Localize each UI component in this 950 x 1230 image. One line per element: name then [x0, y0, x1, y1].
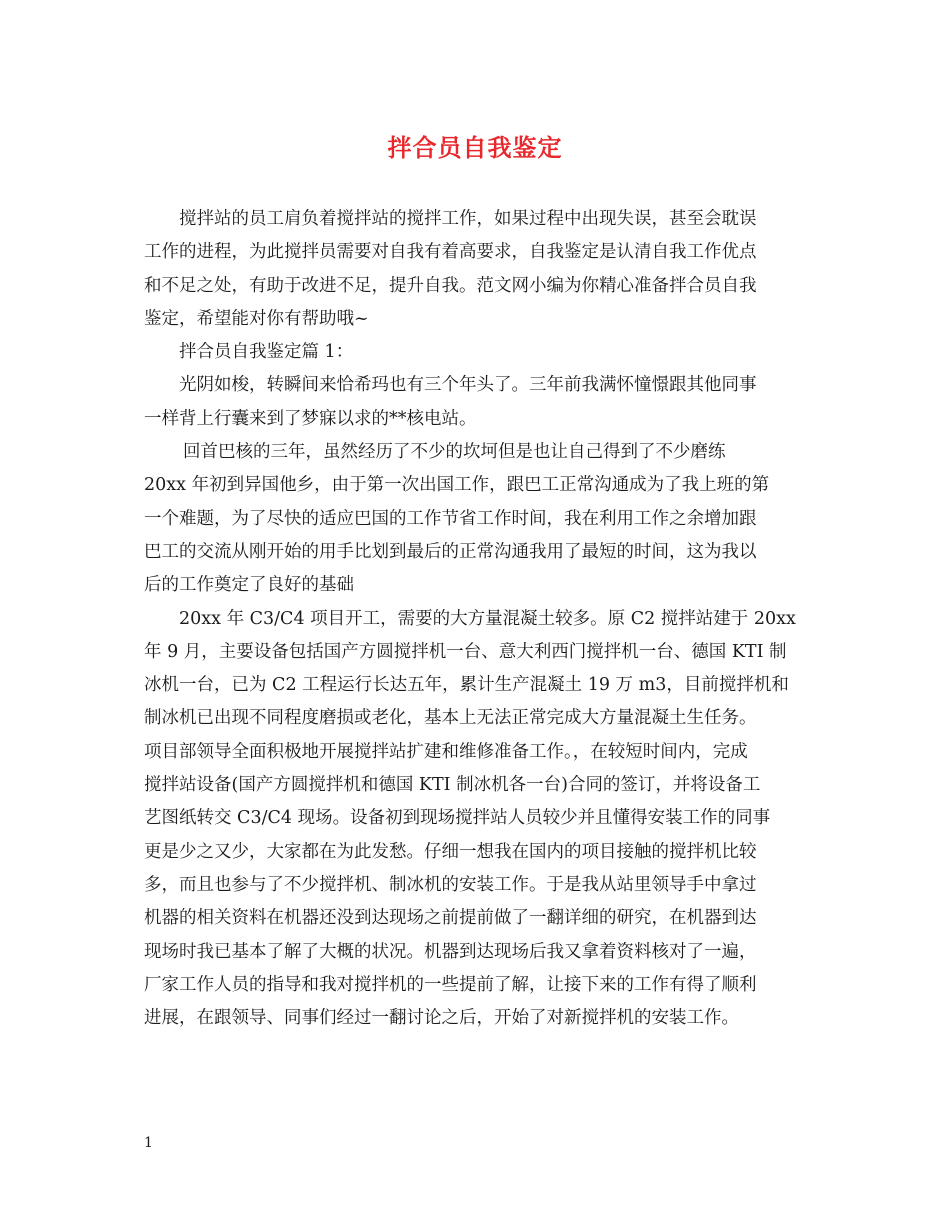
text-line: 机器的相关资料在机器还没到达现场之前提前做了一翻详细的研究，在机器到达	[144, 908, 757, 929]
text-line: 项目部领导全面积极地开展搅拌站扩建和维修准备工作。，在较短时间内，完成	[144, 741, 748, 762]
text-line: 一个难题，为了尽快的适应巴国的工作节省工作时间，我在利用工作之余增加跟	[144, 508, 757, 529]
text-line: 年 9 月，主要设备包括国产方圆搅拌机一台、意大利西门搅拌机一台、德国 KTI 制	[144, 641, 787, 662]
text-line: 20xx 年初到异国他乡，由于第一次出国工作，跟巴工正常沟通成为了我上班的第	[144, 475, 770, 496]
text-line: 更是少之又少，大家都在为此发愁。仔细一想我在国内的项目接触的搅拌机比较	[144, 841, 757, 862]
text-line: 现场时我已基本了解了大概的状况。机器到达现场后我又拿着资料核对了一遍，	[144, 941, 757, 962]
text-line: 冰机一台，已为 C2 工程运行长达五年，累计生产混凝土 19 万 m3，目前搅拌机和	[144, 675, 789, 696]
text-line: 搅拌站的员工肩负着搅拌站的搅拌工作，如果过程中出现失误，甚至会耽误	[179, 209, 757, 229]
text-line: 多，而且也参与了不少搅拌机、制冰机的安装工作。于是我从站里领导手中拿过	[144, 874, 757, 895]
page-number: 1	[144, 1135, 153, 1151]
text-line: 制冰机已出现不同程度磨损或老化，基本上无法正常完成大方量混凝土生任务。	[144, 708, 757, 729]
text-line: 回首巴核的三年，虽然经历了不少的坎坷但是也让自己得到了不少磨练	[183, 442, 726, 463]
text-line: 厂家工作人员的指导和我对搅拌机的一些提前了解，让接下来的工作有得了顺利	[144, 974, 757, 995]
text-line: 进展，在跟领导、同事们经过一翻讨论之后，开始了对新搅拌机的安装工作。	[144, 1008, 739, 1029]
document-title: 拌合员自我鉴定	[387, 133, 563, 162]
text-line: 工作的进程，为此搅拌员需要对自我有着高要求，自我鉴定是认清自我工作优点	[144, 242, 757, 263]
text-line: 搅拌站设备(国产方圆搅拌机和德国 KTI 制冰机各一台)合同的签订，并将设备工	[144, 775, 761, 796]
text-line: 艺图纸转交 C3/C4 现场。设备初到现场搅拌站人员较少并且懂得安装工作的同事	[144, 808, 771, 829]
text-line: 后的工作奠定了良好的基础	[144, 575, 354, 596]
text-line: 一样背上行囊来到了梦寐以求的**核电站。	[144, 408, 477, 429]
text-line: 光阴如梭，转瞬间来恰希玛也有三个年头了。三年前我满怀憧憬跟其他同事	[179, 375, 757, 396]
text-line: 和不足之处，有助于改进不足，提升自我。范文网小编为你精心准备拌合员自我	[144, 275, 757, 296]
document-body	[144, 203, 812, 1035]
section-heading: 拌合员自我鉴定篇 1：	[179, 342, 354, 363]
text-line: 鉴定，希望能对你有帮助哦~	[144, 308, 369, 329]
text-line: 巴工的交流从刚开始的用手比划到最后的正常沟通我用了最短的时间，这为我以	[144, 541, 757, 562]
text-line: 20xx 年 C3/C4 项目开工，需要的大方量混凝土较多。原 C2 搅拌站建于 20xx	[179, 608, 796, 629]
